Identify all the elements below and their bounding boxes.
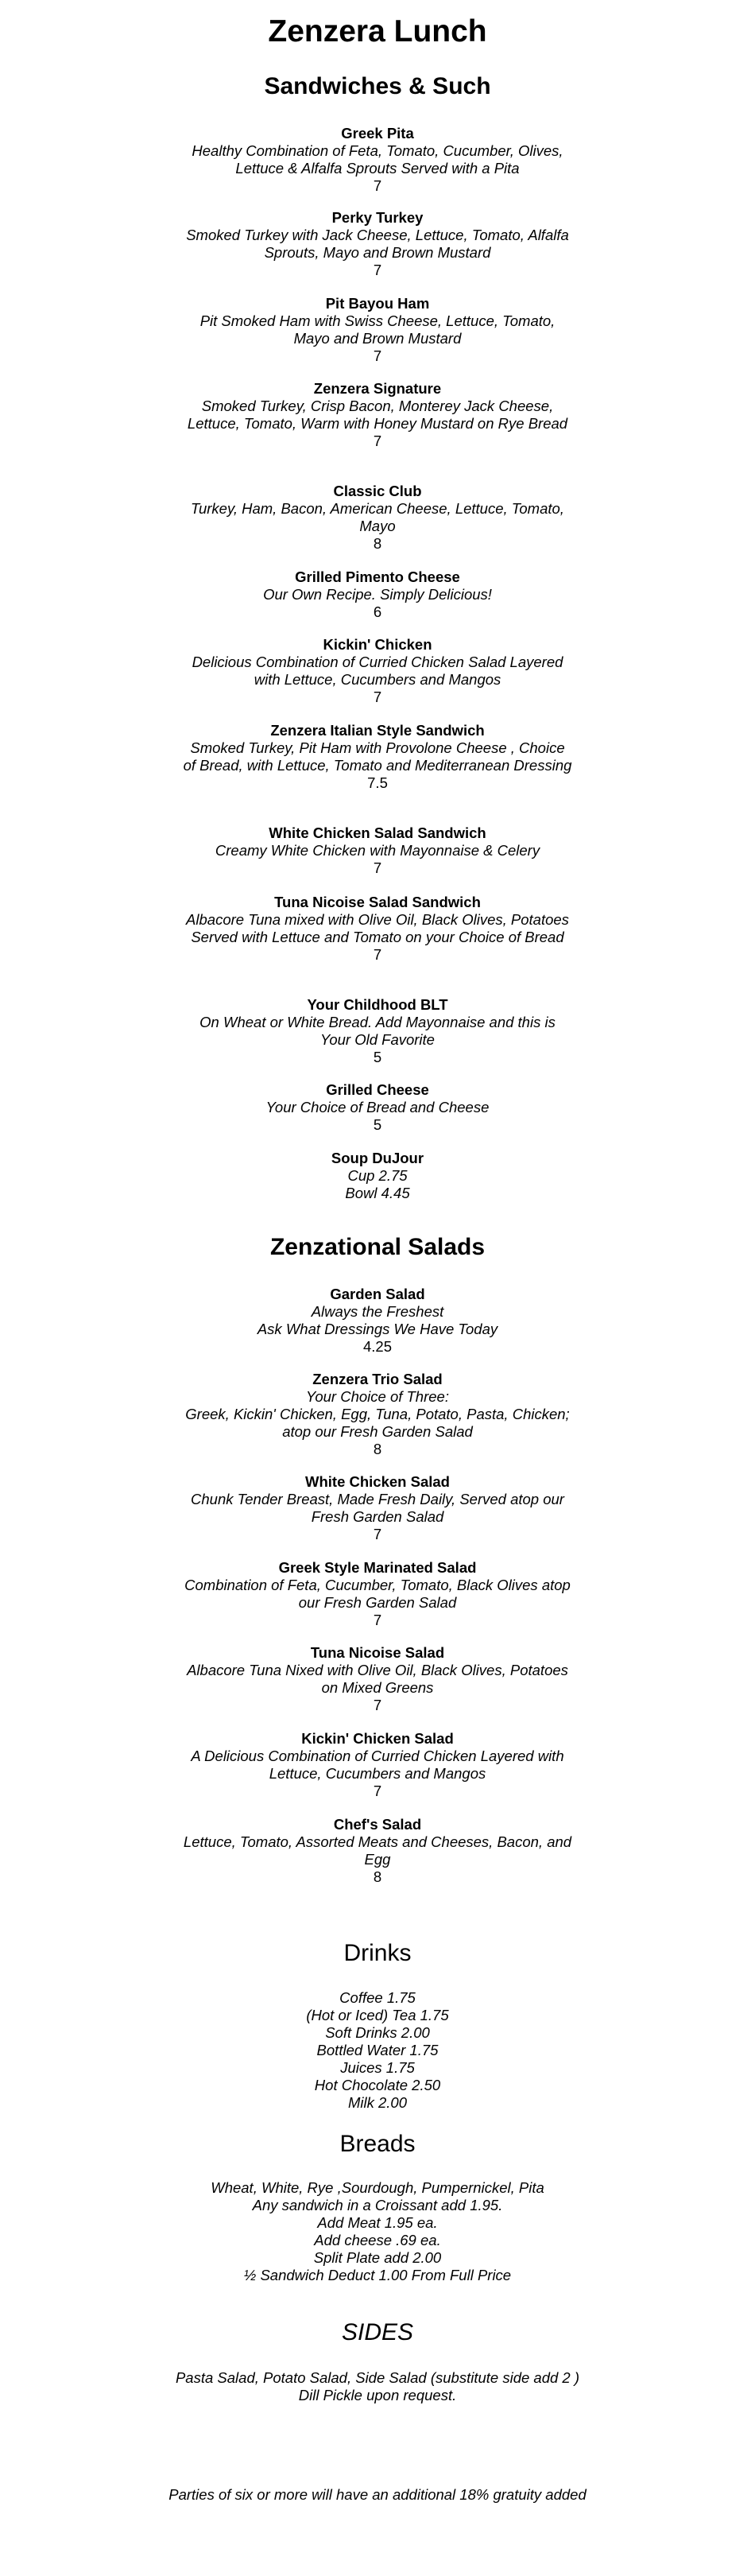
- drink-line: Bottled Water 1.75: [316, 2042, 439, 2058]
- item-desc: Pit Smoked Ham with Swiss Cheese, Lettuce, Tomato, Mayo and Brown Mustard: [199, 312, 556, 347]
- item-desc: Combination of Feta, Cucumber, Tomato, Black Olives atop our Fresh Garden Salad: [184, 1577, 571, 1611]
- drink-line: Coffee 1.75: [339, 1989, 416, 2006]
- sides-heading: SIDES: [341, 2319, 414, 2345]
- item-desc: Smoked Turkey, Pit Ham with Provolone Cheese , Choice of Bread, with Lettuce, Tomato and Mediterranean Dressing: [183, 739, 572, 774]
- item-price: 7.5: [367, 774, 388, 791]
- menu-item: [183, 1730, 572, 1800]
- menu-item: [183, 295, 572, 365]
- item-name: Soup DuJour: [331, 1150, 424, 1166]
- item-price: 6: [373, 603, 382, 620]
- gratuity-note: Parties of six or more will have an additional 18% gratuity added: [168, 2486, 587, 2503]
- menu-item: [183, 894, 572, 964]
- item-desc: A Delicious Combination of Curried Chicken Layered with Lettuce, Cucumbers and Mangos: [191, 1748, 564, 1782]
- item-name: Perky Turkey: [331, 209, 424, 226]
- item-price: 7: [373, 347, 382, 364]
- bread-line: Add Meat 1.95 ea.: [317, 2214, 438, 2231]
- item-name: Chef's Salad: [333, 1816, 422, 1833]
- menu-item: [183, 1816, 572, 1886]
- item-name: Garden Salad: [330, 1286, 425, 1302]
- menu-item: [183, 568, 572, 621]
- item-name: Greek Pita: [341, 125, 414, 142]
- bread-line: Wheat, White, Rye ,Sourdough, Pumpernickel, Pita: [211, 2179, 544, 2196]
- item-desc: Your Choice of Three: Greek, Kickin' Chicken, Egg, Tuna, Potato, Pasta, Chicken; atop our Fresh Garden Salad: [185, 1388, 570, 1440]
- breads-list: [159, 2179, 596, 2284]
- item-name: Zenzera Italian Style Sandwich: [270, 722, 485, 739]
- salads-heading: Zenzational Salads: [269, 1234, 486, 1260]
- item-name: Pit Bayou Ham: [325, 295, 430, 312]
- item-desc: Your Choice of Bread and Cheese: [265, 1099, 490, 1115]
- item-desc: Smoked Turkey, Crisp Bacon, Monterey Jack Cheese, Lettuce, Tomato, Warm with Honey Mustard on Rye Bread: [187, 398, 568, 432]
- item-name: Zenzera Signature: [313, 380, 442, 397]
- menu-item: [183, 483, 572, 553]
- drink-line: Hot Chocolate 2.50: [314, 2077, 441, 2093]
- drink-line: Soft Drinks 2.00: [325, 2024, 430, 2041]
- menu-item: [183, 1081, 572, 1134]
- item-desc: Delicious Combination of Curried Chicken Salad Layered with Lettuce, Cucumbers and Mangos: [192, 654, 563, 688]
- drink-line: (Hot or Iced) Tea 1.75: [306, 2007, 449, 2023]
- item-name: Grilled Pimento Cheese: [295, 568, 460, 585]
- item-desc: Our Own Recipe. Simply Delicious!: [263, 586, 492, 603]
- item-price: 4.25: [362, 1338, 392, 1355]
- menu-item: [183, 996, 572, 1066]
- sides-line: Pasta Salad, Potato Salad, Side Salad (substitute side add 2 ): [175, 2369, 580, 2386]
- item-name: Tuna Nicoise Salad Sandwich: [274, 894, 481, 910]
- item-price: 7: [373, 433, 382, 449]
- drink-line: Juices 1.75: [340, 2059, 415, 2076]
- bread-line: ½ Sandwich Deduct 1.00 From Full Price: [243, 2267, 512, 2283]
- item-name: Zenzera Trio Salad: [312, 1371, 443, 1387]
- item-desc: Chunk Tender Breast, Made Fresh Daily, Served atop our Fresh Garden Salad: [191, 1491, 564, 1525]
- item-price: 8: [373, 1441, 382, 1457]
- item-desc: Turkey, Ham, Bacon, American Cheese, Lettuce, Tomato, Mayo: [191, 500, 564, 534]
- item-desc: On Wheat or White Bread. Add Mayonnaise and this is Your Old Favorite: [199, 1014, 556, 1048]
- item-name: Classic Club: [333, 483, 422, 499]
- sandwiches-heading: Sandwiches & Such: [264, 73, 491, 99]
- item-name: Tuna Nicoise Salad: [310, 1644, 445, 1661]
- menu-item: [183, 1559, 572, 1629]
- item-price: 5: [373, 1049, 382, 1065]
- bread-line: Any sandwich in a Croissant add 1.95.: [252, 2197, 503, 2213]
- item-name: Kickin' Chicken Salad: [301, 1730, 454, 1747]
- menu-item: [183, 1644, 572, 1714]
- item-name: Kickin' Chicken: [323, 636, 432, 653]
- item-price: Bowl 4.45: [345, 1185, 410, 1201]
- page-title: Zenzera Lunch: [268, 14, 487, 48]
- menu-item: [183, 125, 572, 195]
- item-desc: Always the Freshest Ask What Dressings We Have Today: [257, 1303, 498, 1337]
- item-desc: Healthy Combination of Feta, Tomato, Cucumber, Olives, Lettuce & Alfalfa Sprouts Served with a Pita: [192, 142, 563, 177]
- item-name: Your Childhood BLT: [307, 996, 448, 1013]
- item-price: 8: [373, 535, 382, 552]
- item-price: 7: [373, 1783, 382, 1799]
- item-name: White Chicken Salad Sandwich: [269, 824, 486, 841]
- menu-item: [183, 380, 572, 450]
- menu-item: [183, 636, 572, 706]
- bread-line: Add cheese .69 ea.: [314, 2232, 441, 2248]
- item-name: Greek Style Marinated Salad: [278, 1559, 477, 1576]
- item-name: White Chicken Salad: [305, 1473, 450, 1490]
- item-price: 8: [373, 1868, 382, 1885]
- item-price: 7: [373, 1697, 382, 1713]
- menu-item: [183, 1150, 572, 1202]
- item-price: 7: [373, 1612, 382, 1628]
- menu-item: [183, 1371, 572, 1458]
- item-price: 7: [373, 1526, 382, 1542]
- item-desc: Lettuce, Tomato, Assorted Meats and Cheeses, Bacon, and Egg: [183, 1833, 572, 1868]
- menu-item: [183, 722, 572, 792]
- item-name: Grilled Cheese: [326, 1081, 429, 1098]
- menu-item: [183, 209, 572, 279]
- item-price: 5: [373, 1116, 382, 1133]
- item-desc: Albacore Tuna mixed with Olive Oil, Black Olives, Potatoes Served with Lettuce and Tomato on your Choice of Bread: [186, 911, 569, 945]
- item-desc: Creamy White Chicken with Mayonnaise & Celery: [215, 842, 540, 859]
- breads-heading: Breads: [339, 2131, 416, 2157]
- item-price: 7: [373, 177, 382, 194]
- item-price: 7: [373, 262, 382, 278]
- menu-item: [183, 1473, 572, 1543]
- menu-item: [183, 1286, 572, 1356]
- drink-line: Milk 2.00: [347, 2094, 408, 2111]
- menu-item: [183, 824, 572, 877]
- item-desc: Cup 2.75: [347, 1167, 408, 1184]
- item-price: 7: [373, 689, 382, 705]
- item-price: 7: [373, 946, 382, 963]
- drinks-heading: Drinks: [343, 1940, 412, 1966]
- drinks-list: [159, 1989, 596, 2112]
- item-desc: Smoked Turkey with Jack Cheese, Lettuce, Tomato, Alfalfa Sprouts, Mayo and Brown Mustard: [186, 227, 569, 261]
- bread-line: Split Plate add 2.00: [313, 2249, 442, 2266]
- item-price: 7: [373, 859, 382, 876]
- item-desc: Albacore Tuna Nixed with Olive Oil, Black Olives, Potatoes on Mixed Greens: [187, 1662, 568, 1696]
- sides-list: [159, 2369, 596, 2404]
- sides-line: Dill Pickle upon request.: [298, 2387, 457, 2403]
